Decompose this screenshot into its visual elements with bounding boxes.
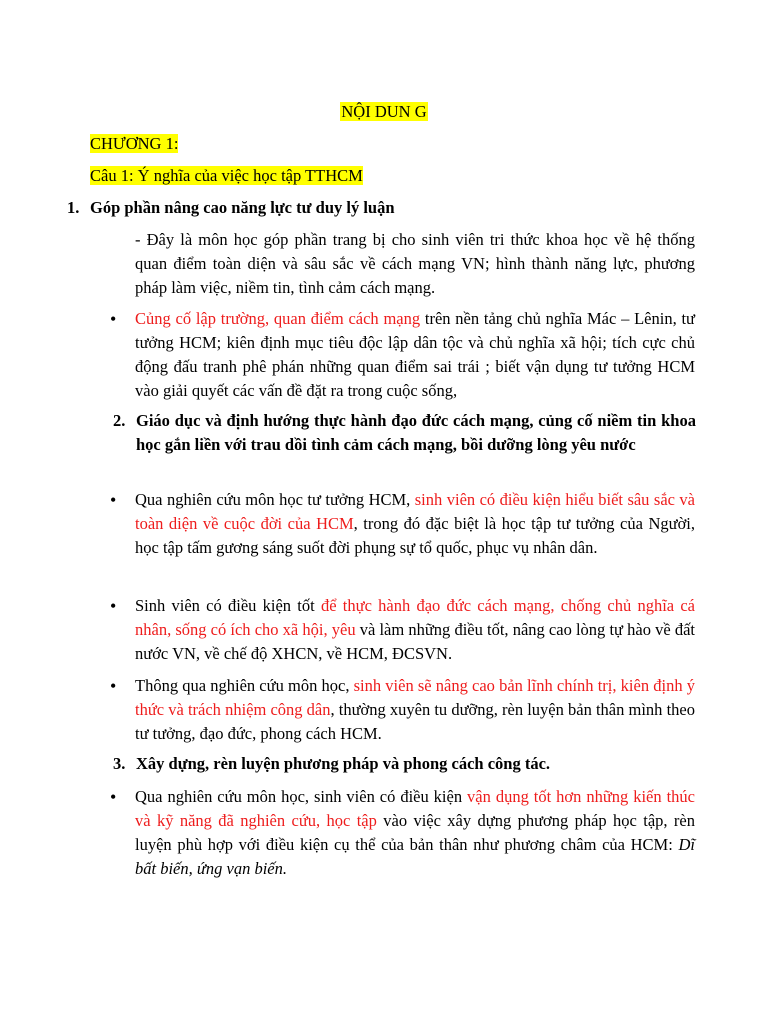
section-3-number: 3. — [113, 754, 126, 773]
section-3 — [113, 752, 698, 776]
section-2-number: 2. — [113, 411, 126, 430]
bullet-rest: trên nền tảng chủ nghĩa Mác – Lênin, tư tưởng HCM; kiên định mục tiêu độc lập dân tộc và chủ nghĩa xã hội; tích cực chủ động đấu tranh phê phán những quan điểm sai trái ; biết vận dụng tư tưởng HCM vào giải quyết các vấn đề đặt ra trong cuộc sống, — [135, 309, 695, 400]
bullet-dot: • — [110, 309, 117, 329]
section-1-heading: Góp phần nâng cao năng lực tư duy lý luận — [90, 198, 395, 217]
bullet-post: và làm những điều tốt, nâng cao lòng tự hào về đất nước VN, về chế độ XHCN, về HCM, ĐCSVN. — [135, 620, 695, 663]
bullet-highlight: sinh viên sẽ nâng cao bản lĩnh chính trị, kiên định ý thức và trách nhiệm công dân — [135, 676, 695, 719]
section-3-heading: Xây dựng, rèn luyện phương pháp và phong cách công tác. — [136, 754, 551, 773]
bullet-dot: • — [110, 596, 117, 616]
bullet-post: , trong đó đặc biệt là học tập tư tưởng của Người, học tập tấm gương sáng suốt đời phụng sự tổ quốc, phục vụ nhân dân. — [135, 514, 696, 557]
bullet-dot: • — [110, 787, 117, 807]
bullet-italic: Dĩ bất biến, ứng vạn biến. — [135, 835, 695, 878]
bullet-highlight: Củng cố lập trường, quan điểm cách mạng — [135, 309, 421, 328]
bullet-pre: Qua nghiên cứu môn học tư tưởng HCM, — [135, 490, 415, 509]
bullet-text — [135, 594, 695, 666]
bullet-text — [135, 488, 695, 560]
chapter-heading — [90, 134, 178, 154]
bullet-pre: Qua nghiên cứu môn học, sinh viên có điều kiện — [135, 787, 468, 806]
bullet-pre: Sinh viên có điều kiện tốt — [135, 596, 321, 615]
bullet-dot: • — [110, 490, 117, 510]
section-1 — [67, 196, 707, 220]
bullet-post: , thường xuyên tu dưỡng, rèn luyện bản thân mình theo tư tưởng, đạo đức, phong cách HCM. — [135, 700, 695, 743]
section-2 — [113, 409, 698, 481]
title-text: NỘI DUN G — [341, 102, 427, 121]
question-heading — [90, 166, 363, 186]
bullet-text — [135, 307, 695, 403]
bullet-post: vào việc xây dựng phương pháp học tập, rèn luyện phù hợp với điều kiện cụ thể của bản thân như phương châm của HCM: — [135, 811, 695, 854]
document-title — [0, 102, 768, 122]
bullet-dot: • — [110, 676, 117, 696]
section-2-heading: Giáo dục và định hướng thực hành đạo đức cách mạng, củng cố niềm tin khoa học gắn liền với trau dồi tình cảm cách mạng, bồi dưỡng lòng yêu nước — [136, 411, 696, 454]
bullet-highlight: để thực hành đạo đức cách mạng, chống chủ nghĩa cá nhân, sống có ích cho xã hội, yêu — [135, 596, 695, 639]
bullet-highlight: vận dụng tốt hơn những kiến thúc và kỹ năng đã nghiên cứu, học tập — [135, 787, 695, 830]
bullet-text — [135, 674, 695, 746]
bullet-pre: Thông qua nghiên cứu môn học, — [135, 676, 354, 695]
chapter-text: CHƯƠNG 1: — [90, 134, 179, 153]
section-1-paragraph: - Đây là môn học góp phần trang bị cho sinh viên tri thức khoa học về hệ thống quan điểm toàn diện và sâu sắc về cách mạng VN; hình thành năng lực, phương pháp làm việc, niềm tin, tình cảm cách mạng. — [135, 230, 695, 297]
bullet-highlight: sinh viên có điều kiện hiểu biết sâu sắc và toàn diện về cuộc đời của HCM — [135, 490, 695, 533]
bullet-text — [135, 785, 695, 881]
section-1-number: 1. — [67, 198, 80, 217]
question-text: Câu 1: Ý nghĩa của việc học tập TTHCM — [90, 166, 363, 185]
